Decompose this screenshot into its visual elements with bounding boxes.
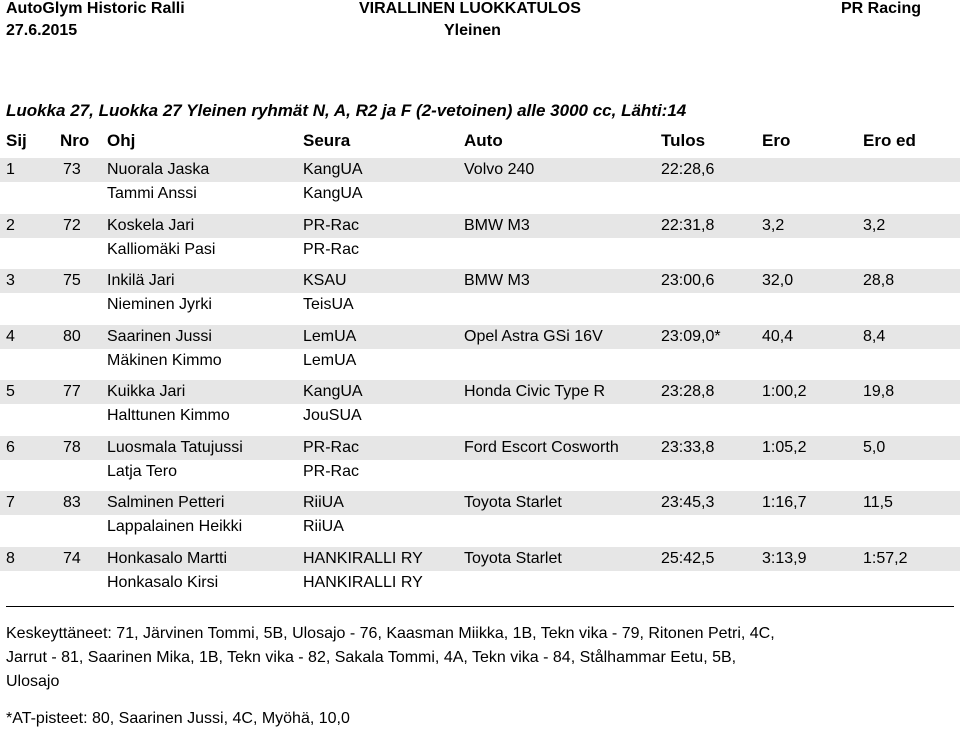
cell-difference: 1:00,2 [762, 383, 807, 400]
cell-driver-club: KangUA [303, 161, 363, 178]
cell-codriver: Kalliomäki Pasi [107, 241, 216, 258]
cell-difference: 3,2 [762, 217, 785, 234]
cell-difference-previous: 28,8 [863, 272, 895, 289]
cell-driver-club: KangUA [303, 383, 363, 400]
cell-codriver: Halttunen Kimmo [107, 407, 230, 424]
dnf-line-2: Jarrut - 81, Saarinen Mika, 1B, Tekn vika - 82, Sakala Tommi, 4A, Tekn vika - 84, Stålhammar Eetu, 5B, [6, 649, 737, 666]
cell-driver: Koskela Jari [107, 217, 195, 234]
column-header-result: Tulos [661, 131, 706, 150]
cell-codriver-club: LemUA [303, 352, 357, 369]
cell-driver: Kuikka Jari [107, 383, 186, 400]
cell-car: Volvo 240 [464, 161, 535, 178]
cell-codriver-club: KangUA [303, 185, 363, 202]
cell-codriver-club: RiiUA [303, 518, 344, 535]
category-label: Yleinen [444, 22, 501, 39]
cell-position: 8 [6, 550, 15, 567]
cell-number: 78 [63, 439, 81, 456]
column-header-number: Nro [60, 131, 90, 150]
column-header-driver: Ohj [107, 131, 136, 150]
cell-car: Toyota Starlet [464, 494, 562, 511]
dnf-line-3: Ulosajo [6, 673, 60, 690]
cell-codriver-club: PR-Rac [303, 463, 360, 480]
cell-codriver: Honkasalo Kirsi [107, 574, 219, 591]
cell-result: 23:33,8 [661, 439, 715, 456]
cell-number: 83 [63, 494, 81, 511]
column-header-difference-previous: Ero ed [863, 131, 916, 150]
cell-result: 23:00,6 [661, 272, 715, 289]
cell-difference: 1:05,2 [762, 439, 807, 456]
document-type: VIRALLINEN LUOKKATULOS [359, 0, 581, 17]
column-header-difference: Ero [762, 131, 791, 150]
column-header-position: Sij [6, 131, 27, 150]
cell-driver-club: LemUA [303, 328, 357, 345]
cell-driver: Inkilä Jari [107, 272, 175, 289]
cell-position: 3 [6, 272, 15, 289]
at-points-note: *AT-pisteet: 80, Saarinen Jussi, 4C, Myöhä, 10,0 [6, 710, 350, 727]
event-name: AutoGlym Historic Ralli [6, 0, 185, 17]
cell-driver-club: PR-Rac [303, 439, 360, 456]
cell-driver-club: RiiUA [303, 494, 344, 511]
cell-codriver: Latja Tero [107, 463, 177, 480]
cell-driver: Honkasalo Martti [107, 550, 228, 567]
cell-driver-club: KSAU [303, 272, 347, 289]
cell-position: 2 [6, 217, 15, 234]
cell-position: 6 [6, 439, 15, 456]
cell-number: 74 [63, 550, 81, 567]
cell-difference: 32,0 [762, 272, 794, 289]
cell-codriver-club: TeisUA [303, 296, 354, 313]
cell-difference-previous: 8,4 [863, 328, 886, 345]
cell-codriver-club: PR-Rac [303, 241, 360, 258]
cell-result: 23:09,0* [661, 328, 721, 345]
cell-result: 25:42,5 [661, 550, 715, 567]
divider [6, 606, 954, 607]
cell-codriver: Mäkinen Kimmo [107, 352, 222, 369]
cell-difference: 3:13,9 [762, 550, 807, 567]
cell-difference-previous: 3,2 [863, 217, 886, 234]
event-date: 27.6.2015 [6, 22, 78, 39]
cell-result: 23:45,3 [661, 494, 715, 511]
cell-number: 80 [63, 328, 81, 345]
class-title: Luokka 27, Luokka 27 Yleinen ryhmät N, A, R2 ja F (2-vetoinen) alle 3000 cc, Lähti:14 [6, 101, 687, 120]
cell-position: 5 [6, 383, 15, 400]
cell-codriver-club: HANKIRALLI RY [303, 574, 423, 591]
cell-driver: Luosmala Tatujussi [107, 439, 243, 456]
cell-codriver: Lappalainen Heikki [107, 518, 243, 535]
cell-driver: Saarinen Jussi [107, 328, 212, 345]
cell-number: 73 [63, 161, 81, 178]
cell-car: Honda Civic Type R [464, 383, 606, 400]
cell-number: 72 [63, 217, 81, 234]
cell-position: 1 [6, 161, 15, 178]
organizer-name: PR Racing [841, 0, 922, 17]
cell-driver: Nuorala Jaska [107, 161, 210, 178]
cell-number: 75 [63, 272, 81, 289]
cell-result: 22:28,6 [661, 161, 715, 178]
cell-difference-previous: 5,0 [863, 439, 886, 456]
cell-difference: 1:16,7 [762, 494, 807, 511]
column-header-car: Auto [464, 131, 503, 150]
column-header-club: Seura [303, 131, 351, 150]
cell-result: 22:31,8 [661, 217, 715, 234]
cell-driver-club: PR-Rac [303, 217, 360, 234]
cell-driver: Salminen Petteri [107, 494, 225, 511]
dnf-line-1: Keskeyttäneet: 71, Järvinen Tommi, 5B, Ulosajo - 76, Kaasman Miikka, 1B, Tekn vika - 79, Ritonen Petri, 4C, [6, 625, 775, 642]
cell-car: Toyota Starlet [464, 550, 562, 567]
cell-codriver: Tammi Anssi [107, 185, 197, 202]
cell-difference-previous: 19,8 [863, 383, 895, 400]
cell-car: Opel Astra GSi 16V [464, 328, 603, 345]
cell-car: BMW M3 [464, 272, 530, 289]
cell-position: 7 [6, 494, 15, 511]
cell-result: 23:28,8 [661, 383, 715, 400]
cell-codriver-club: JouSUA [303, 407, 362, 424]
cell-difference: 40,4 [762, 328, 794, 345]
cell-difference-previous: 1:57,2 [863, 550, 908, 567]
cell-position: 4 [6, 328, 15, 345]
cell-codriver: Nieminen Jyrki [107, 296, 212, 313]
cell-car: Ford Escort Cosworth [464, 439, 619, 456]
cell-driver-club: HANKIRALLI RY [303, 550, 423, 567]
cell-car: BMW M3 [464, 217, 530, 234]
cell-number: 77 [63, 383, 81, 400]
column-header-row [0, 131, 960, 153]
cell-difference-previous: 11,5 [863, 494, 893, 511]
